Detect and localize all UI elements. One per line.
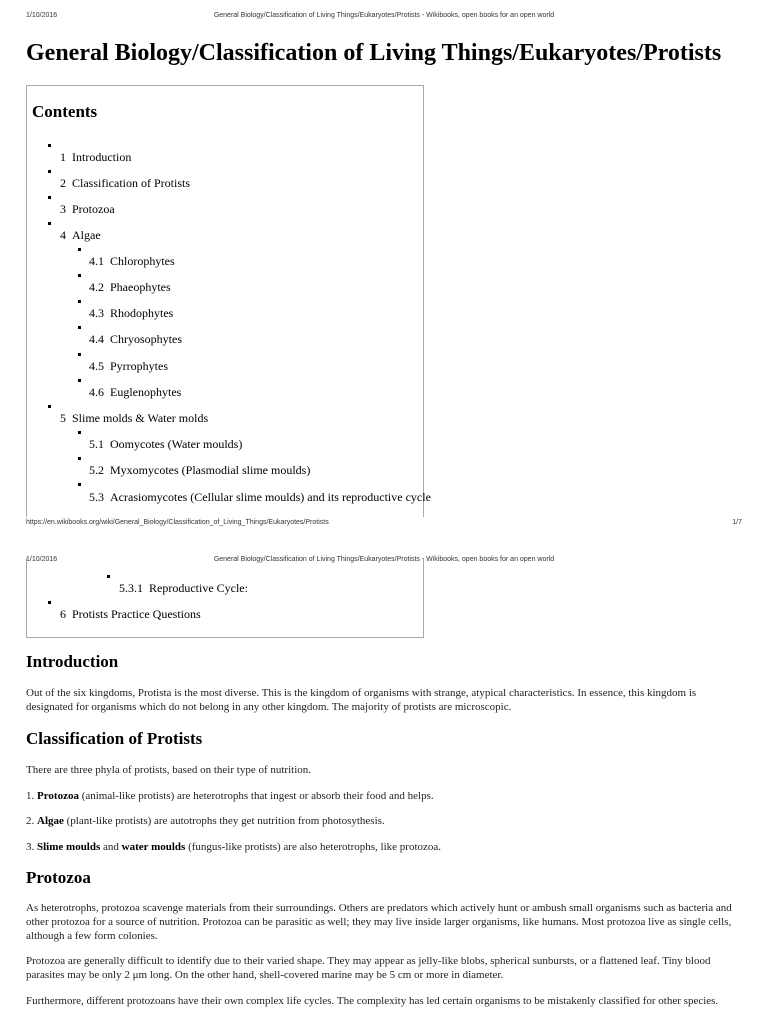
toc-item[interactable]: 5 Slime molds & Water molds <box>60 411 209 425</box>
classification-item-moulds: 3. Slime moulds and water moulds (fungus-like protists) are also heterotrophs, like protozoa. <box>26 841 442 853</box>
protozoa-paragraph-3: Furthermore, different protozoans have their own complex life cycles. The complexity has led certain organisms to be mistakenly classified for other species. <box>26 995 719 1007</box>
toc-item[interactable]: 5.2 Myxomycotes (Plasmodial slime moulds) <box>89 463 311 477</box>
bullet-icon <box>48 170 51 173</box>
print-date: 1/10/2016 <box>26 12 58 19</box>
toc-item[interactable]: 5.1 Oomycotes (Water moulds) <box>89 437 243 451</box>
toc-heading: Contents <box>32 102 98 121</box>
print-date: 1/10/2016 <box>26 556 58 563</box>
table-of-contents <box>26 85 431 517</box>
print-page-number: 1/7 <box>732 519 742 526</box>
print-url: https://en.wikibooks.org/wiki/General_Biology/Classification_of_Living_Things/Eukaryotes/Protists <box>26 519 329 526</box>
bullet-icon <box>107 575 110 578</box>
toc-item[interactable]: 4.3 Rhodophytes <box>89 306 174 320</box>
bullet-icon <box>78 431 81 434</box>
section-heading-introduction: Introduction <box>26 652 119 671</box>
classification-item-algae: 2. Algae (plant-like protists) are autotrophs they get nutrition from photosythesis. <box>26 815 385 827</box>
classification-intro: There are three phyla of protists, based on their type of nutrition. <box>26 764 311 776</box>
section-heading-protozoa: Protozoa <box>26 868 91 887</box>
toc-item[interactable]: 2 Classification of Protists <box>60 176 190 190</box>
bullet-icon <box>78 274 81 277</box>
print-page-title: General Biology/Classification of Living Things/Eukaryotes/Protists - Wikibooks, open books for an open world <box>213 556 555 563</box>
toc-item[interactable]: 4.2 Phaeophytes <box>89 280 171 294</box>
bullet-icon <box>48 222 51 225</box>
bullet-icon <box>48 405 51 408</box>
print-page-title: General Biology/Classification of Living Things/Eukaryotes/Protists - Wikibooks, open books for an open world <box>213 12 555 19</box>
toc-item[interactable]: 5.3 Acrasiomycotes (Cellular slime moulds) and its reproductive cycle <box>89 490 431 504</box>
toc-item[interactable]: 4.4 Chryosophytes <box>89 332 182 346</box>
toc-item[interactable]: 5.3.1 Reproductive Cycle: <box>119 581 248 595</box>
toc-item[interactable]: 4.1 Chlorophytes <box>89 254 175 268</box>
toc-item[interactable]: 1 Introduction <box>60 150 132 164</box>
bullet-icon <box>48 144 51 147</box>
toc-item[interactable]: 6 Protists Practice Questions <box>60 607 201 621</box>
introduction-paragraph: Out of the six kingdoms, Protista is the most diverse. This is the kingdom of organisms with strange, atypical characteristics. In essence, this kingdom is designated for organisms which do not belong in any other kingdom. The majority of protists are microscopic. <box>26 687 697 713</box>
bullet-icon <box>48 196 51 199</box>
protozoa-paragraph-1: As heterotrophs, protozoa scavenge materials from their surroundings. Others are predators which actively hunt or ambush small organisms such as bacteria and other protozoa for a source of nutrition. Protozoa can be parasitic as well; they may live inside larger organisms, like humans. Most protozoa live as single cells, although a few form colonies. <box>26 902 732 942</box>
bullet-icon <box>78 353 81 356</box>
toc-item[interactable]: 3 Protozoa <box>60 202 115 216</box>
bullet-icon <box>78 248 81 251</box>
section-heading-classification: Classification of Protists <box>26 729 203 748</box>
print-header <box>26 12 742 22</box>
toc-item[interactable]: 4 Algae <box>60 228 101 242</box>
bullet-icon <box>78 457 81 460</box>
table-of-contents-continued <box>26 558 424 638</box>
print-page-2 <box>0 548 768 1024</box>
bullet-icon <box>78 300 81 303</box>
bullet-icon <box>78 326 81 329</box>
toc-item[interactable]: 4.6 Euglenophytes <box>89 385 182 399</box>
bullet-icon <box>78 379 81 382</box>
bullet-icon <box>78 483 81 486</box>
print-footer <box>26 519 742 529</box>
classification-item-protozoa: 1. Protozoa (animal-like protists) are heterotrophs that ingest or absorb their food and helps. <box>26 790 434 802</box>
bullet-icon <box>48 601 51 604</box>
protozoa-paragraph-2: Protozoa are generally difficult to identify due to their varied shape. They may appear as jelly-like blobs, spherical sunbursts, or a flattened leaf. Tiny blood parasites may be only 2 μm long. On the other hand, shell-covered marine may be 5 cm or more in diameter. <box>26 955 711 981</box>
toc-item[interactable]: 4.5 Pyrrophytes <box>89 359 168 373</box>
page-title: General Biology/Classification of Living Things/Eukaryotes/Protists <box>26 40 722 66</box>
